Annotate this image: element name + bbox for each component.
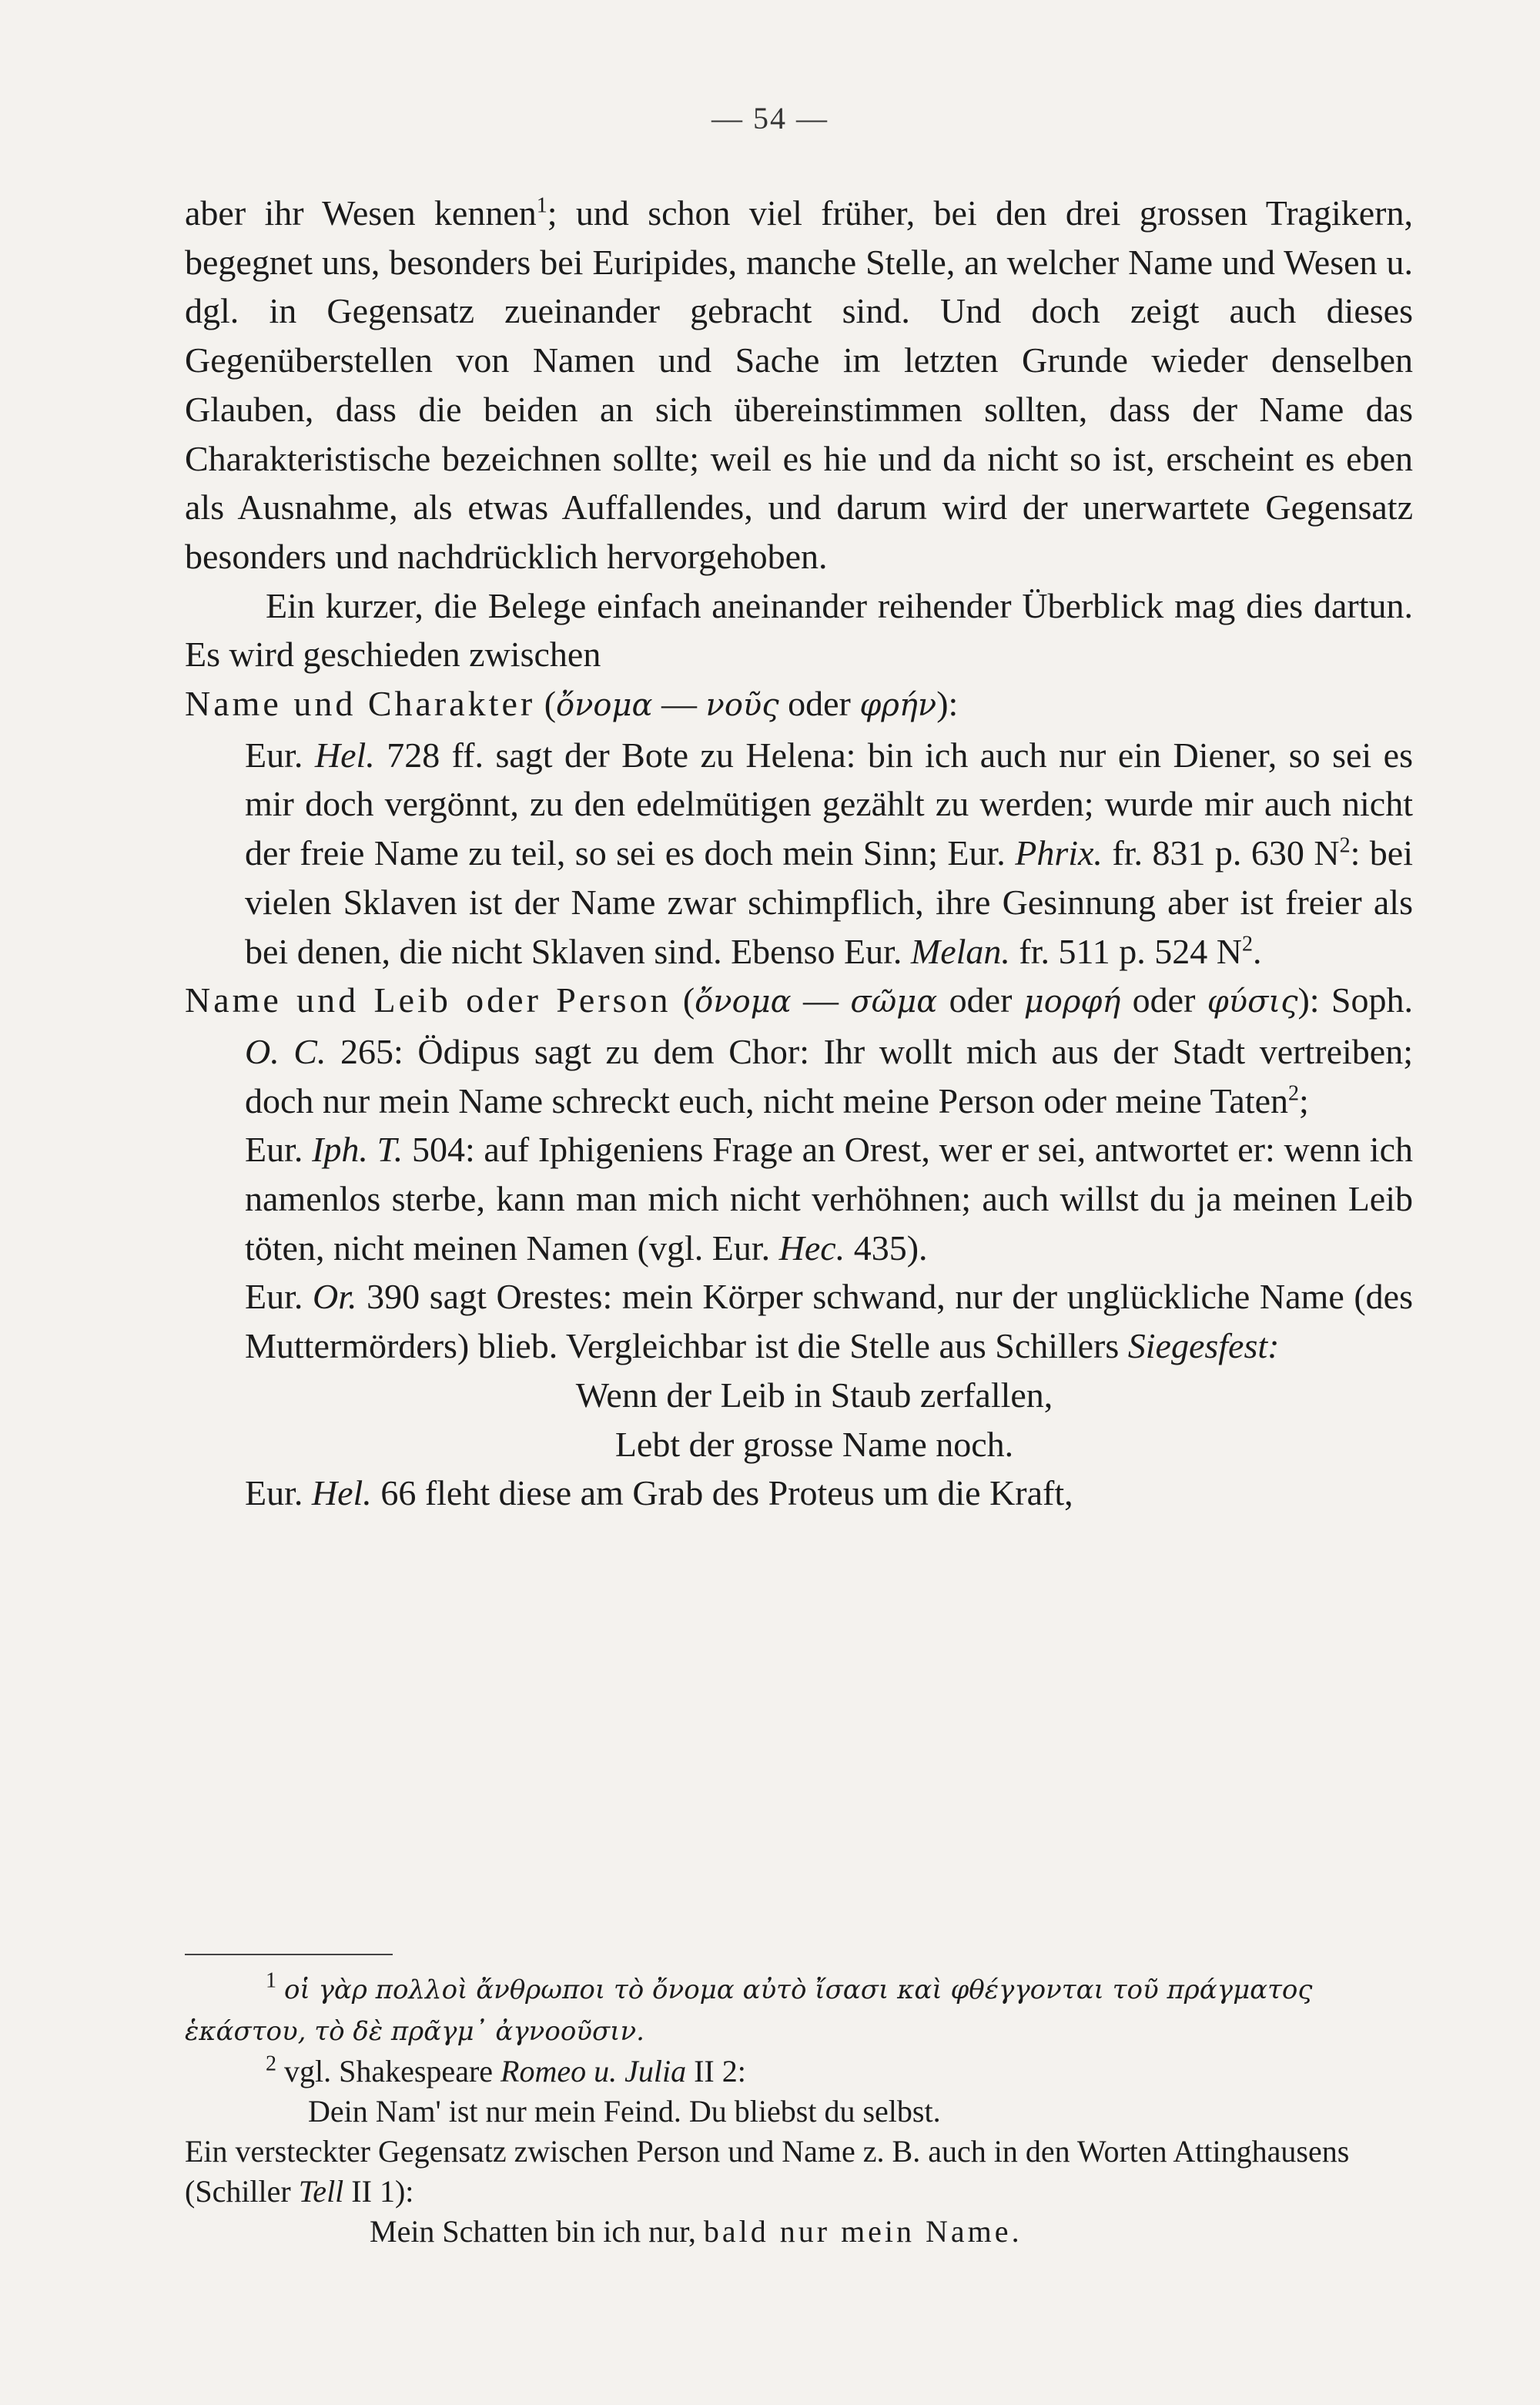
italic-title: Tell [298,2174,344,2209]
footnotes [185,1968,1413,2252]
text: : bei vielen Sklaven ist der Name zwar schimpflich, ihre Gesinnung aber ist freier als bei denen, die nicht Sklaven sind. Ebenso Eur. [245,833,1413,971]
oder: oder [1120,980,1207,1020]
paren: ( [682,980,695,1020]
text: II 2: [686,2054,746,2088]
footnote-divider [185,1954,393,1955]
footnote-mark: 2 [266,2052,276,2076]
section-1-heading: Name und Charakter [185,684,536,724]
italic-title: Or. [313,1277,357,1317]
paragraph-1-text-a: aber ihr Wesen kennen [185,193,537,233]
text: Eur. [245,1473,312,1513]
footnote-2 [185,2052,1413,2092]
spaced-text: bald nur mein Name [703,2214,1012,2249]
text: . [1011,2214,1019,2249]
text: fr. 831 p. 630 N [1102,833,1340,873]
dash: — [791,980,851,1020]
main-text [185,189,1413,1518]
footnote-mark: 1 [266,1968,276,1993]
italic-title: Romeo u. Julia [500,2054,687,2088]
text: vgl. Shakespeare [276,2054,501,2088]
text: II 1): [343,2174,414,2209]
section-2-heading: Name und Leib oder Person [185,980,671,1020]
text: 504: auf Iphigeniens Frage an Orest, wer er sei, antwortet er: wenn ich namenlos sterbe, kann man mich nicht verhöhnen; auch willst du ja meinen Leib töten, nicht meinen Namen (vgl. Eur. [245,1130,1413,1268]
italic-title: Hel. [314,735,375,775]
verse-line-1: Wenn der Leib in Staub zerfallen, [575,1375,1053,1415]
greek-onoma: ὄνομα [695,984,792,1020]
text: fr. 511 p. 524 N [1009,931,1243,971]
greek-onoma: ὄνομα [556,688,653,724]
text: 390 sagt Orestes: mein Körper schwand, nur der unglückliche Name (des Muttermörders) blieb. Vergleichbar ist die Stelle aus Schillers [245,1277,1413,1366]
text: 66 fleht diese am Grab des Proteus um die Kraft, [371,1473,1073,1513]
paragraph-1 [185,189,1413,581]
footnote-1-line-1 [185,1968,1413,2010]
text: 728 ff. sagt der Bote zu Helena: bin ich auch nur ein Diener, so sei es mir doch vergönnt, zu den edelmütigen gezählt zu werden; wurde mir auch nicht der freie Name zu teil, so sei es doch mein Sinn; Eur. [245,735,1413,873]
text: Mein Schatten bin ich nur, [370,2214,704,2249]
greek-nous: νοῦς [705,688,779,724]
greek-physis: φύσις [1207,984,1298,1020]
italic-title: O. C. [245,1031,326,1071]
italic-title: Siegesfest: [1127,1326,1280,1366]
greek-quote: ἑκάστου, τὸ δὲ πρᾶγμ᾽ ἀγνοοῦσιν. [185,2016,644,2047]
footnote-ref-2: 2 [1288,1081,1300,1106]
entry-or-390 [185,1272,1413,1370]
superscript: 2 [1339,833,1351,858]
paragraph-1-text-b: ; und schon viel früher, bei den drei grossen Tragikern, begegnet uns, besonders bei Euripides, manche Stelle, an welcher Name und Wesen u. dgl. in Gegensatz zueinander gebracht sind. Und doch zeigt auch dieses Gegenüberstellen von Namen und Sache im letzten Grunde wieder denselben Glauben, dass die beiden an sich übereinstimmen sollten, dass der Name das Charakteristische bezeichnen sollte; weil es hie und da nicht so ist, erscheint es eben als Ausnahme, als etwas Auffallendes, und darum wird der unerwartete Gegensatz besonders und nachdrücklich hervorgehoben. [185,193,1413,576]
greek-soma: σῶμα [850,984,938,1020]
footnote-ref-1: 1 [536,193,547,218]
italic-title: Hec. [778,1228,845,1268]
text: ): Soph. [1297,980,1414,1020]
paren: ( [544,684,557,724]
section-heading-charakter [185,679,1413,731]
italic-title: Iph. T. [312,1130,403,1170]
italic-title: Melan. [910,931,1010,971]
superscript: 2 [1242,932,1254,956]
verse-line-2: Lebt der grosse Name noch. [614,1424,1014,1464]
footnote-1-line-2 [185,2010,1413,2052]
footnote-2-continuation [185,2132,1413,2212]
greek-morphe: μορφή [1023,984,1121,1020]
text: Eur. [245,1130,313,1170]
text: Eur. [245,1277,313,1317]
oder: oder [937,980,1024,1020]
page-number: — 54 — [711,101,829,136]
text: . [1253,931,1262,971]
entry-hel-728 [185,731,1413,976]
greek-phren: φρήν [859,688,937,724]
footnote-2-quote-2 [185,2212,1413,2252]
italic-title: Hel. [311,1473,372,1513]
paren: ): [936,684,959,724]
section-heading-leib [185,976,1413,1125]
footnote-2-quote: Dein Nam' ist nur mein Feind. Du bliebst du selbst. [308,2094,941,2129]
entry-iph-504 [185,1125,1413,1272]
greek-quote: οἱ γὰρ πολλοὶ ἄνθρωποι τὸ ὄνομα αὐτὸ ἴσασι καὶ φθέγγονται τοῦ πράγματος [284,1975,1313,2005]
dash: — [652,684,706,724]
entry-hel-66 [185,1469,1413,1518]
text: Ein versteckter Gegensatz zwischen Person und Name z. B. auch in den Worten Attinghausens (Schiller [185,2134,1350,2209]
italic-title: Phrix. [1015,833,1103,873]
oder: oder [778,684,860,724]
text: 265: Ödipus sagt zu dem Chor: Ihr wollt mich aus der Stadt vertreiben; doch nur mein Name schreckt euch, nicht meine Person oder meine Taten [245,1031,1413,1120]
paragraph-2: Ein kurzer, die Belege einfach aneinander reihender Überblick mag dies dartun. Es wird geschieden zwischen [185,585,1413,675]
text: ; [1299,1080,1309,1120]
text: 435). [845,1228,928,1268]
text: Eur. [245,735,315,775]
